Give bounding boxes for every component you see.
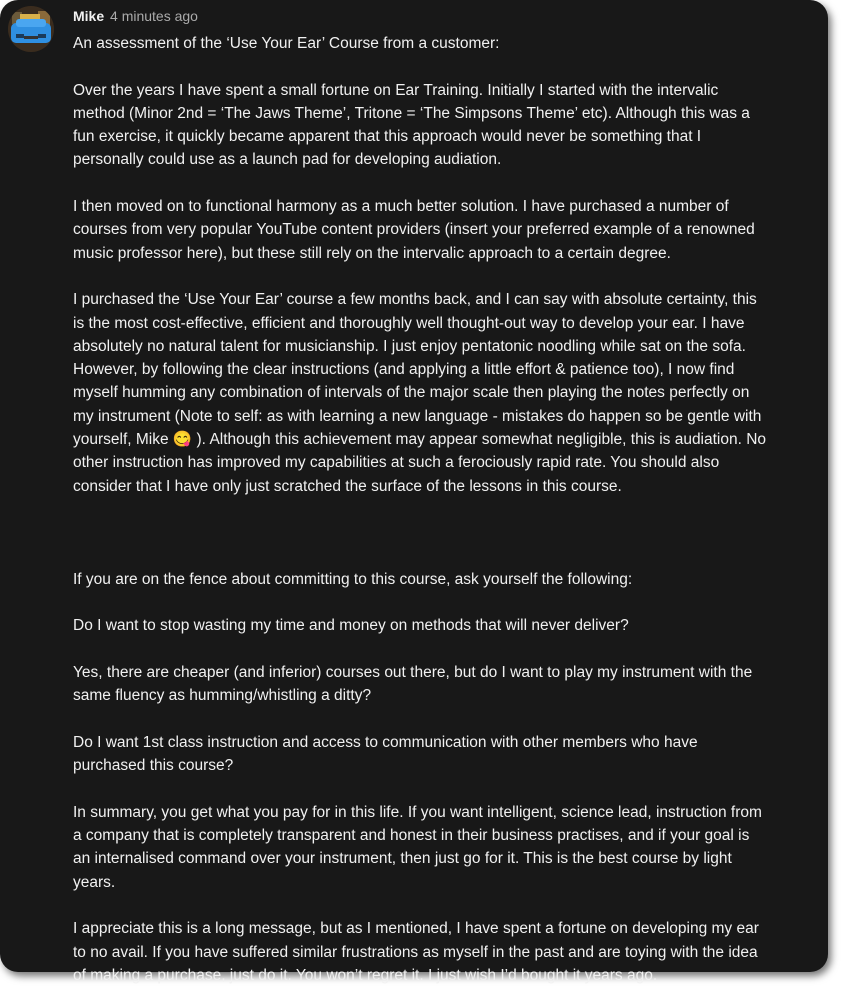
comment-paragraph: [73, 32, 823, 55]
paragraph-gap: [73, 708, 823, 731]
comment-line: I purchased the ‘Use Your Ear’ course a few months back, and I can say with absolute certainty, this: [73, 291, 757, 309]
comment-line: years.: [73, 873, 116, 891]
comment-line: Do I want 1st class instruction and access to communication with other members who have: [73, 733, 698, 751]
comment-paragraph: [73, 661, 823, 708]
comment-line: courses from very popular YouTube content providers (insert your preferred example of a renowned: [73, 221, 755, 239]
author-name[interactable]: Mike: [73, 8, 105, 24]
comment-line: is the most cost-effective, efficient and thoroughly well thought-out way to develop your ear. I have: [73, 314, 745, 332]
comment-line: same fluency as humming/whistling a ditty?: [73, 687, 372, 705]
comment-line: I appreciate this is a long message, but as I mentioned, I have spent a fortune on developing my ear: [73, 920, 759, 938]
comment-line: an internalised command over your instrument, then just go for it. This is the best course by light: [73, 850, 732, 868]
comment-line: I then moved on to functional harmony as a much better solution. I have purchased a number of: [73, 198, 729, 216]
avatar-car-icon: [8, 6, 54, 52]
comment-line: absolutely no natural talent for musicianship. I just enjoy pentatonic noodling while sat on the sofa.: [73, 337, 746, 355]
comment-line: However, by following the clear instructions (and applying a little effort & patience too), I now find: [73, 361, 735, 379]
paragraph-gap: [73, 172, 823, 195]
comment-line: fun exercise, it quickly became apparent that this approach would never be something that I: [73, 128, 702, 146]
comment-line: other instruction has improved my capabilities at such a ferociously rapid rate. You should also: [73, 454, 720, 472]
paragraph-gap: [73, 55, 823, 78]
comment-paragraph: [73, 521, 823, 544]
comment-line: myself humming any combination of intervals of the major scale then playing the notes perfectly on: [73, 384, 750, 402]
comment-line: a company that is completely transparent and honest in their business practises, and if your goal is: [73, 827, 750, 845]
comment-paragraph: [73, 917, 823, 987]
comment-header: [73, 6, 198, 26]
comment-line: [73, 521, 823, 544]
comment-line: personally could use as a launch pad for developing audiation.: [73, 151, 502, 169]
paragraph-gap: [73, 265, 823, 288]
comment-paragraph: [73, 288, 823, 498]
comment-line: consider that I have only just scratched the surface of the lessons in this course.: [73, 477, 622, 495]
paragraph-gap: [73, 638, 823, 661]
paragraph-gap: [73, 545, 823, 568]
comment-line: music professor here), but these still rely on the intervalic approach to a certain degree.: [73, 244, 671, 262]
comment-line: If you are on the fence about committing to this course, ask yourself the following:: [73, 570, 633, 588]
comment-line: purchased this course?: [73, 757, 234, 775]
comment-paragraph: [73, 568, 823, 591]
comment-line: Yes, there are cheaper (and inferior) courses out there, but do I want to play my instrument with the: [73, 664, 753, 682]
comment-line: In summary, you get what you pay for in this life. If you want intelligent, science lead, instruction from: [73, 803, 762, 821]
comment-line: my instrument (Note to self: as with learning a new language - mistakes do happen so be gentle with: [73, 407, 762, 425]
paragraph-gap: [73, 591, 823, 614]
comment-line: method (Minor 2nd = ‘The Jaws Theme’, Tritone = ‘The Simpsons Theme’ etc). Although this was a: [73, 104, 750, 122]
timestamp[interactable]: 4 minutes ago: [110, 8, 198, 24]
comment-paragraph: [73, 801, 823, 894]
comment-paragraph: [73, 195, 823, 265]
comment-line: An assessment of the ‘Use Your Ear’ Course from a customer:: [73, 35, 500, 52]
comment-paragraph: [73, 731, 823, 778]
comment-body: [73, 32, 823, 987]
comment-line: of making a purchase, just do it. You won’t regret it. I just wish I’d bought it years ago.: [73, 966, 658, 984]
comment-paragraph: [73, 614, 823, 637]
comment-line: Over the years I have spent a small fortune on Ear Training. Initially I started with the intervalic: [73, 81, 719, 99]
avatar[interactable]: [8, 6, 54, 52]
comment-line: yourself, Mike 😋 ). Although this achievement may appear somewhat negligible, this is audiation. No: [73, 431, 767, 449]
comment-line: to no avail. If you have suffered similar frustrations as myself in the past and are toying with the idea: [73, 943, 758, 961]
comment-line: Do I want to stop wasting my time and money on methods that will never deliver?: [73, 617, 629, 635]
paragraph-gap: [73, 498, 823, 521]
paragraph-gap: [73, 894, 823, 917]
comment-paragraph: [73, 79, 823, 172]
paragraph-gap: [73, 778, 823, 801]
